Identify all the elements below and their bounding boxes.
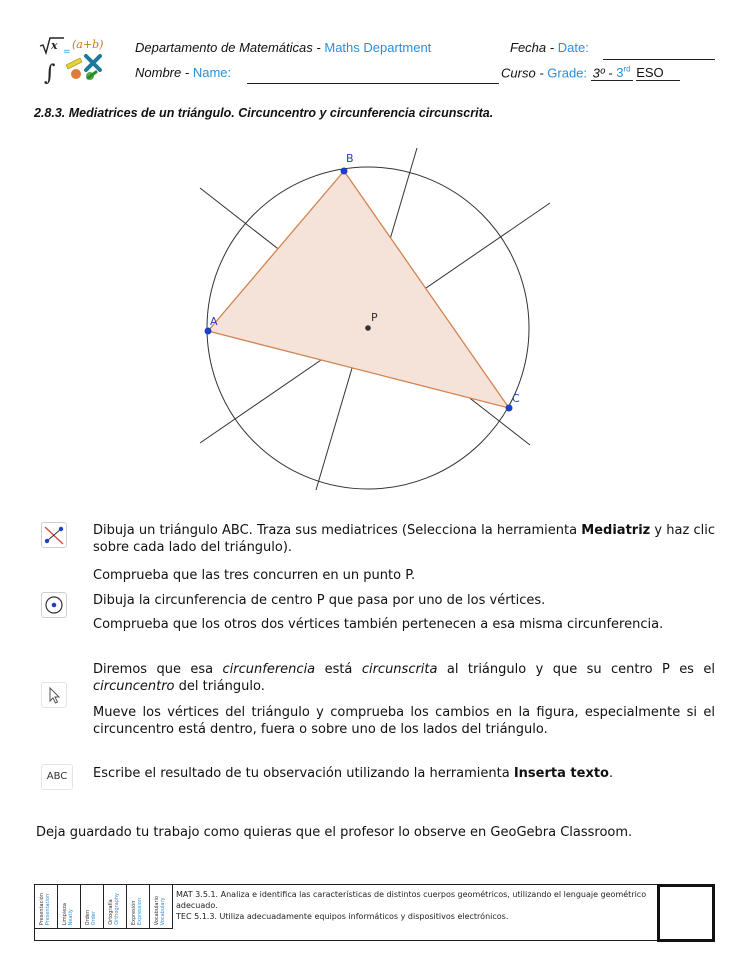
instruction-4: Comprueba que los otros dos vértices también pertenecen a esa misma circunferencia. <box>93 617 664 632</box>
vertex-a <box>205 328 212 335</box>
department-separator: - <box>316 40 321 55</box>
rubric-column-label-en: Expression <box>137 897 143 925</box>
tools-icon <box>71 56 100 80</box>
rubric-column-label-es: Vocabulario <box>154 895 160 925</box>
rubric-column-label-es: Expresión <box>131 900 137 925</box>
date-separator: - <box>549 40 555 55</box>
name-field[interactable] <box>247 83 499 84</box>
rubric-column-label <box>39 893 51 925</box>
circumcenter-label: P <box>371 311 378 324</box>
rubric-column-label-es: Orden <box>85 909 91 925</box>
vertex-a-label: A <box>210 315 218 328</box>
assessment-rubric <box>34 884 659 941</box>
rubric-column-label-en: Neatly <box>68 908 74 925</box>
instruction-5: Diremos que esa circunferencia está circunscrita al triángulo y que su centro P es el circuncentro del triángulo. <box>93 662 715 694</box>
instruction-1: Dibuja un triángulo ABC. Traza sus mediatrices (Selecciona la herramienta Mediatriz y haz clic sobre cada lado del triángulo). <box>93 523 715 555</box>
move-tool-icon[interactable] <box>41 682 67 708</box>
date-label <box>510 40 589 55</box>
svg-text:=: = <box>63 47 71 57</box>
circumcenter-point <box>365 325 371 331</box>
rubric-column <box>35 885 58 928</box>
rubric-column <box>104 885 127 928</box>
vertex-b-label: B <box>346 152 354 165</box>
rubric-column-label-en: Presentation <box>45 893 51 925</box>
standard-mat: MAT 3.5.1. Analiza e identifica las características de distintos cuerpos geométricos, utilizando el lenguaje geométrico adecuado. <box>176 890 647 910</box>
logo-formula: (a+b) <box>72 38 104 51</box>
department-logo <box>38 36 114 86</box>
rubric-column-label <box>108 893 120 925</box>
course-line <box>501 65 680 81</box>
instruction-3: Dibuja la circunferencia de centro P que pasa por uno de los vértices. <box>93 593 546 608</box>
rubric-column-label <box>131 898 143 925</box>
rubric-columns <box>35 885 173 940</box>
department-line <box>135 40 431 55</box>
grade-box[interactable] <box>657 884 715 942</box>
rubric-column <box>127 885 150 928</box>
rubric-column-label-en: Orthography <box>114 893 120 925</box>
name-label-es: Nombre <box>135 65 182 80</box>
course-label-en: Grade: <box>547 65 588 81</box>
rubric-column <box>58 885 81 928</box>
sqrt-x-icon <box>40 38 64 53</box>
geometry-figure <box>180 140 560 500</box>
rubric-column-label-es: Presentación <box>39 892 45 925</box>
name-line <box>135 65 231 80</box>
integral-icon <box>44 61 56 86</box>
course-level: ESO <box>636 65 679 81</box>
rubric-standards <box>176 889 656 922</box>
rubric-column-label-es: Limpieza <box>62 902 68 925</box>
insert-text-tool-icon[interactable] <box>41 764 73 790</box>
closing-note: Deja guardado tu trabajo como quieras que el profesor lo observe en GeoGebra Classroom. <box>36 825 633 840</box>
date-field[interactable] <box>603 59 715 60</box>
vertex-c <box>506 405 513 412</box>
name-label-en: Name: <box>192 65 232 80</box>
mediatriz-tool-name: Mediatriz <box>581 523 651 538</box>
triangle-abc <box>208 171 509 408</box>
standard-tec: TEC 5.1.3. Utiliza adecuadamente equipos informáticos y dispositivos electrónicos. <box>176 912 509 921</box>
circle-center-point-tool-icon[interactable] <box>41 592 67 618</box>
rubric-column <box>150 885 173 928</box>
instruction-7: Escribe el resultado de tu observación utilizando la herramienta Inserta texto. <box>93 766 614 781</box>
instruction-6: Mueve los vértices del triángulo y comprueba los cambios en la figura, especialmente si el circuncentro está dentro, fuera o sobre uno de los lados del triángulo. <box>93 705 715 737</box>
name-separator: - <box>184 65 190 80</box>
perpendicular-bisector-tool-icon[interactable] <box>41 522 67 548</box>
ruler-icon <box>66 58 82 69</box>
course-value-dash: - <box>608 65 613 81</box>
course-value-en: 3rd <box>616 65 631 81</box>
svg-text:x: x <box>51 39 58 52</box>
inserta-texto-tool-name: Inserta texto <box>513 766 609 781</box>
department-label-en: Maths Department <box>324 40 432 55</box>
date-label-en: Date: <box>557 40 589 55</box>
rubric-column-label-en: Vocabulary <box>160 897 166 925</box>
rubric-column-label-es: Ortografía <box>108 899 114 925</box>
rubric-column-label <box>85 910 97 925</box>
course-value <box>591 65 633 81</box>
course-separator: - <box>539 65 544 81</box>
rubric-column-label <box>62 903 74 925</box>
rubric-column <box>81 885 104 928</box>
rubric-column-label <box>154 896 166 925</box>
department-label: Departamento de Matemáticas <box>135 40 313 55</box>
insert-text-icon-label: ABC <box>46 771 68 782</box>
rubric-row-divider <box>35 928 173 929</box>
course-value-es: 3º <box>592 65 605 81</box>
vertex-c-label: C <box>512 392 520 405</box>
instruction-2: Comprueba que las tres concurren en un punto P. <box>93 568 416 583</box>
svg-text:∫: ∫ <box>44 61 56 86</box>
course-label-es: Curso <box>501 65 536 81</box>
rubric-column-label-en: Order <box>91 910 97 925</box>
date-label-es: Fecha <box>510 40 547 55</box>
page-title: 2.8.3. Mediatrices de un triángulo. Circuncentro y circunferencia circunscrita. <box>34 106 494 120</box>
vertex-b <box>341 168 348 175</box>
